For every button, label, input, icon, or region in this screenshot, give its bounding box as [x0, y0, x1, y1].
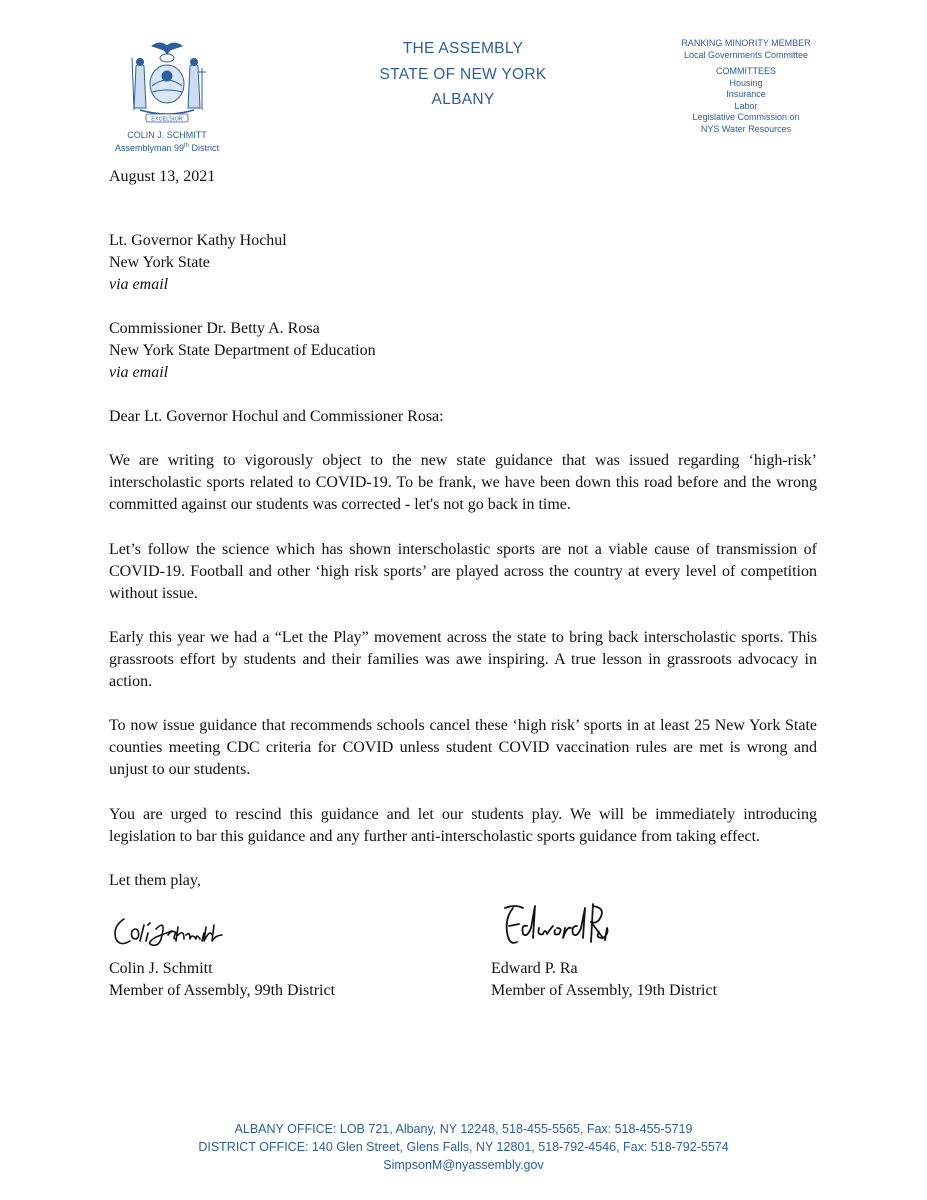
- signer-name: Colin J. Schmitt: [109, 960, 213, 977]
- seal-motto: EXCELSIOR: [151, 116, 183, 123]
- recipient-org: New York State: [109, 254, 210, 271]
- recipient-via: via email: [109, 276, 169, 293]
- recipient-name: Lt. Governor Kathy Hochul: [109, 232, 287, 249]
- body-paragraph-1: We are writing to vigorously object to the new state guidance that was issued regarding ‘high-risk’ interscholastic sports related to COVID-19. To be frank, we have been down this road before and the wrong committed against our students was corrected - let's not go back in time.: [109, 452, 817, 513]
- signature-ra: [495, 898, 615, 954]
- recipient-block-1: [109, 230, 817, 296]
- body-paragraph-4: To now issue guidance that recommends schools cancel these ‘high risk’ sports in at least 25 New York State counties meeting CDC criteria for COVID unless student COVID vaccination rules are met is wrong and unjust to our students.: [109, 717, 817, 778]
- footer: [0, 1120, 927, 1174]
- member-title: Assemblyman 99th District: [114, 143, 220, 153]
- member-name: COLIN J. SCHMITT: [127, 130, 207, 140]
- body-paragraph-5: You are urged to rescind this guidance and let our students play. We will be immediately introducing legislation to bar this guidance and any further anti-interscholastic sports guidance from taking effect.: [109, 806, 817, 845]
- signature-schmitt: [110, 905, 240, 953]
- member-block: [92, 130, 242, 154]
- letterhead-line1: THE ASSEMBLY: [402, 40, 524, 57]
- recipient-via: via email: [109, 364, 169, 381]
- signer-title: Member of Assembly, 99th District: [109, 982, 336, 999]
- letter-date: August 13, 2021: [109, 168, 216, 185]
- body-paragraph-3: Early this year we had a “Let the Play” movement across the state to bring back interscholastic sports. This grassroots effort by students and their families was awe inspiring. A true lesson in grassroots advocacy in action.: [109, 629, 817, 690]
- signer-name: Edward P. Ra: [491, 960, 578, 977]
- committee-item: NYS Water Resources: [700, 123, 792, 134]
- letterhead-line3: ALBANY: [431, 91, 495, 108]
- committees-block: [660, 38, 832, 135]
- committee-item: Labor: [734, 100, 758, 111]
- committee-item: Insurance: [726, 89, 766, 99]
- committees-heading: COMMITTEES: [716, 66, 776, 76]
- recipient-name: Commissioner Dr. Betty A. Rosa: [109, 320, 320, 337]
- salutation: Dear Lt. Governor Hochul and Commissioner Rosa:: [109, 408, 444, 425]
- committee-role: RANKING MINORITY MEMBER: [681, 38, 811, 48]
- committee-item: Housing: [729, 77, 763, 88]
- new-york-state-seal-icon: [122, 38, 212, 130]
- closing: Let them play,: [109, 872, 201, 889]
- committee-role-name: Local Governments Committee: [683, 49, 809, 60]
- letterhead-line2: STATE OF NEW YORK: [379, 65, 547, 83]
- recipient-org: New York State Department of Education: [109, 342, 376, 359]
- footer-email-link[interactable]: SimpsonM@nyassembly.gov: [383, 1158, 544, 1172]
- letterhead: [332, 36, 594, 113]
- signer-block-1: [109, 958, 335, 1002]
- signer-block-2: [491, 958, 717, 1002]
- body-paragraph-2: Let’s follow the science which has shown interscholastic sports are not a viable cause of transmission of COVID-19. Football and other ‘high risk sports’ are played across the country at every level of competition without issue.: [109, 541, 817, 602]
- footer-district-office: DISTRICT OFFICE: 140 Glen Street, Glens Falls, NY 12801, 518-792-4546, Fax: 518-792-5574: [198, 1140, 729, 1154]
- recipient-block-2: [109, 318, 817, 384]
- signer-title: Member of Assembly, 19th District: [491, 982, 718, 999]
- committee-item: Legislative Commission on: [692, 112, 800, 122]
- footer-albany-office: ALBANY OFFICE: LOB 721, Albany, NY 12248, 518-455-5565, Fax: 518-455-5719: [234, 1122, 693, 1136]
